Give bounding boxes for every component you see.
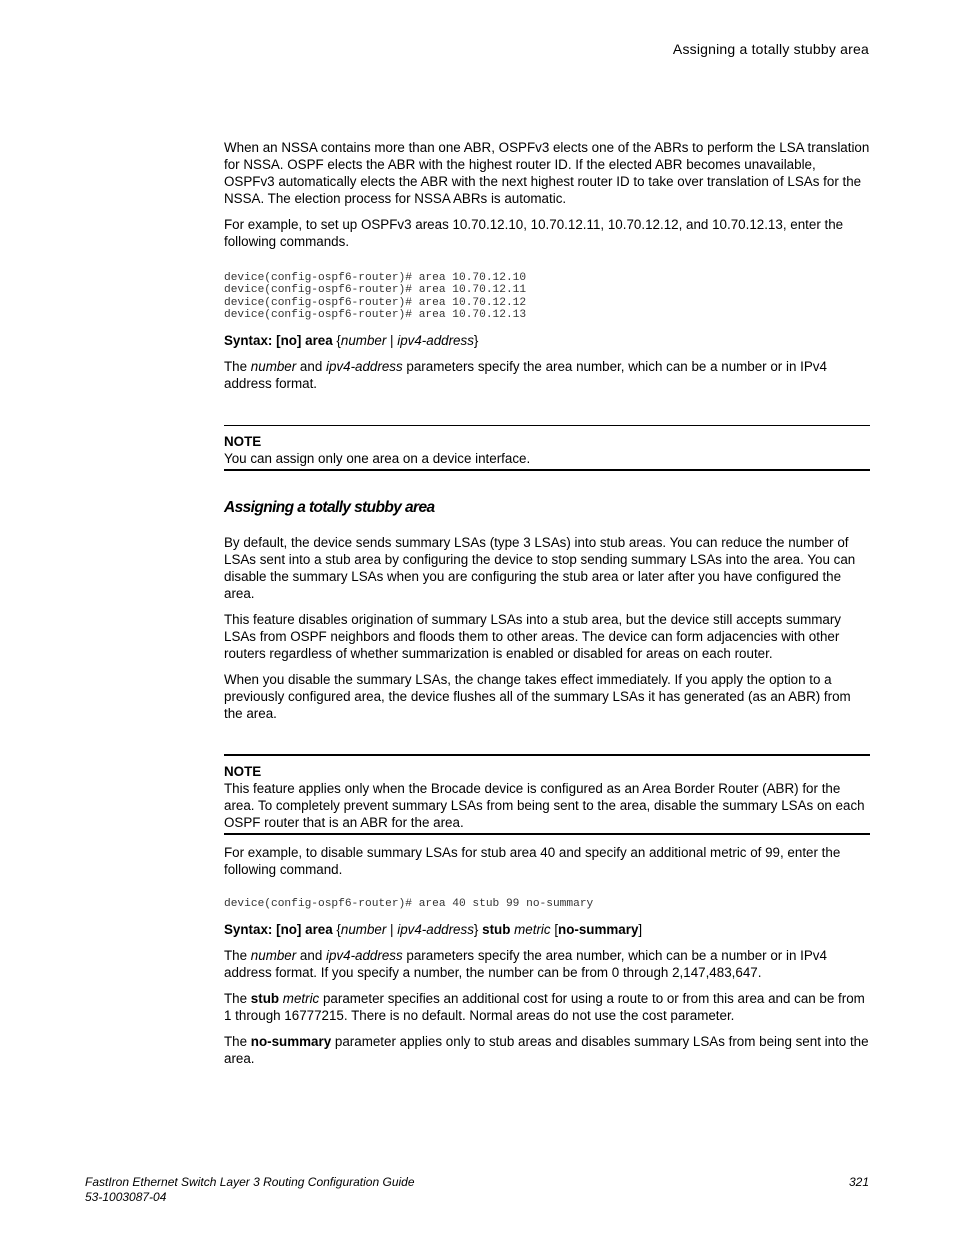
footer-page-number: 321: [848, 1175, 869, 1189]
note-title: NOTE: [224, 433, 262, 449]
footer-left: [85, 1175, 415, 1205]
section-heading: Assigning a totally stubby area: [224, 498, 435, 516]
section-paragraph-3: When you disable the summary LSAs, the change takes effect immediately. If you apply the option to a previously configured area, the device flushes all of the summary LSAs it has generated (as an ABR) from the area.: [224, 671, 851, 721]
code-line: device(config-ospf6-router)# area 10.70.12.10: [224, 272, 527, 284]
running-header: Assigning a totally stubby area: [672, 41, 869, 57]
note-title: NOTE: [224, 763, 262, 779]
param-description-stub-metric: The stub metric parameter specifies an additional cost for using a route to or from this area and can be from 1 through 16777215. There is no default. Normal areas do not use the cost parameter.: [224, 991, 865, 1024]
note-box-1: [224, 425, 870, 471]
intro-paragraph-2: For example, to set up OSPFv3 areas 10.70.12.10, 10.70.12.11, 10.70.12.12, and 10.70.12.13, enter the following commands.: [224, 217, 844, 249]
code-line: device(config-ospf6-router)# area 10.70.12.13: [224, 309, 527, 322]
code-line: device(config-ospf6-router)# area 10.70.12.12: [224, 296, 527, 309]
param-description-2: The number and ipv4-address parameters specify the area number, which can be a number or in IPv4 address format. If you specify a number, the number can be from 0 through 2,147,483,647.: [224, 948, 827, 981]
section-paragraph-2: This feature disables origination of summary LSAs into a stub area, but the device still accepts summary LSAs from OSPF neighbors and floods them to other areas. The device can form adjacencies with other routers regardless of whether summarization is enabled or disabled for areas on each router.: [224, 611, 842, 661]
syntax-line-area: Syntax: [no] area {number | ipv4-address}: [224, 332, 479, 348]
footer-doc-id: 53-1003087-04: [85, 1190, 167, 1204]
note-text: This feature applies only when the Brocade device is configured as an Area Border Router (ABR) for the area. To completely prevent summary LSAs from being sent to the area, disable the summary LSAs on each OSPF router that is an ABR for the area.: [224, 780, 865, 830]
code-block-stub: device(config-ospf6-router)# area 40 stub 99 no-summary: [224, 897, 594, 910]
note-box-2: [224, 754, 870, 835]
param-description-1: The number and ipv4-address parameters specify the area number, which can be a number or in IPv4 address format.: [224, 358, 827, 391]
syntax-line-stub: Syntax: [no] area {number | ipv4-address} stub metric [no-summary]: [224, 922, 643, 938]
example-paragraph-1: For example, to disable summary LSAs for stub area 40 and specify an additional metric of 99, enter the following command.: [224, 844, 841, 877]
footer-doc-title: FastIron Ethernet Switch Layer 3 Routing Configuration Guide: [85, 1175, 415, 1189]
section-paragraph-1: By default, the device sends summary LSAs (type 3 LSAs) into stub areas. You can reduce the number of LSAs sent into a stub area by configuring the device to stop sending summary LSAs into the area. You can disable the summary LSAs when you are configuring the stub area or later after you have configured the area.: [224, 534, 856, 601]
intro-paragraph-1: When an NSSA contains more than one ABR, OSPFv3 elects one of the ABRs to perform the LSA translation for NSSA. OSPF elects the ABR with the highest router ID. If the elected ABR becomes unavailable, OSPFv3 automatically elects the ABR with the next highest router ID to take over translation of LSAs for the NSSA. The election process for NSSA ABRs is automatic.: [224, 140, 870, 206]
page-content: [224, 139, 870, 1067]
code-block-areas: [224, 272, 870, 322]
code-line: device(config-ospf6-router)# area 10.70.12.11: [224, 284, 527, 297]
note-text: You can assign only one area on a device interface.: [224, 450, 531, 466]
param-description-no-summary: The no-summary parameter applies only to stub areas and disables summary LSAs from being sent into the area.: [224, 1034, 869, 1067]
